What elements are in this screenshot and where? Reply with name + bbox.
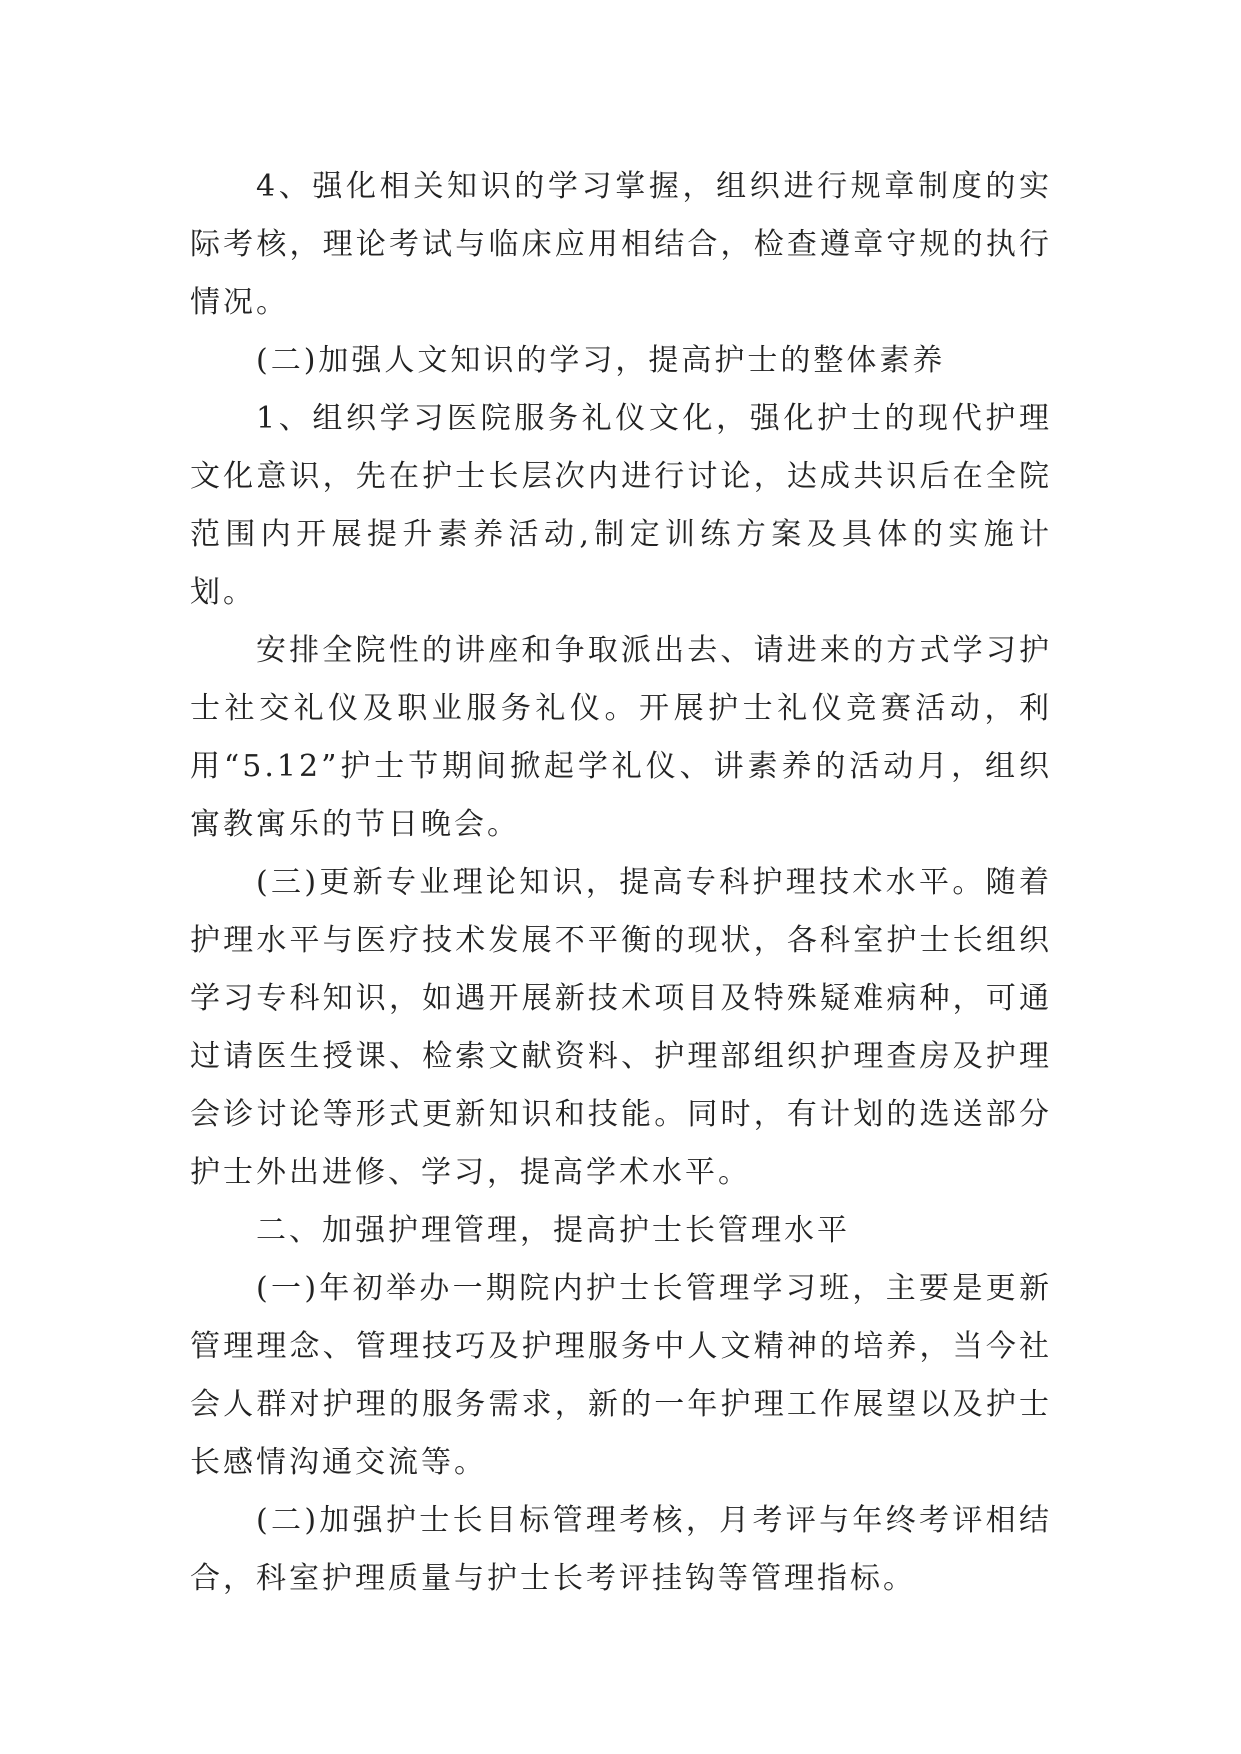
document-body	[190, 158, 1052, 1608]
paragraph-head-nurse-training: (一)年初举办一期院内护士长管理学习班，主要是更新管理理念、管理技巧及护理服务中人文精神的培养，当今社会人群对护理的服务需求，新的一年护理工作展望以及护士长感情沟通交流等。	[190, 1271, 1052, 1480]
paragraph-professional-knowledge: (三)更新专业理论知识，提高专科护理技术水平。随着护理水平与医疗技术发展不平衡的现状，各科室护士长组织学习专科知识，如遇开展新技术项目及特殊疑难病种，可通过请医生授课、检索文献资料、护理部组织护理查房及护理会诊讨论等形式更新知识和技能。同时，有计划的选送部分护士外出进修、学习，提高学术水平。	[190, 865, 1052, 1190]
paragraph-etiquette-activities: 安排全院性的讲座和争取派出去、请进来的方式学习护士社交礼仪及职业服务礼仪。开展护士礼仪竞赛活动，利用“5.12”护士节期间掀起学礼仪、讲素养的活动月，组织寓教寓乐的节日晚会。	[190, 633, 1052, 842]
paragraph-item-4: 4、强化相关知识的学习掌握，组织进行规章制度的实际考核，理论考试与临床应用相结合，检查遵章守规的执行情况。	[190, 169, 1052, 320]
paragraph-item-1-etiquette: 1、组织学习医院服务礼仪文化，强化护士的现代护理文化意识，先在护士长层次内进行讨论，达成共识后在全院范围内开展提升素养活动,制定训练方案及具体的实施计划。	[190, 401, 1052, 610]
section-heading-humanities: (二)加强人文知识的学习，提高护士的整体素养	[256, 343, 946, 378]
section-heading-nursing-management: 二、加强护理管理，提高护士长管理水平	[256, 1213, 850, 1248]
paragraph-head-nurse-assessment: (二)加强护士长目标管理考核，月考评与年终考评相结合，科室护理质量与护士长考评挂钩等管理指标。	[190, 1503, 1052, 1596]
